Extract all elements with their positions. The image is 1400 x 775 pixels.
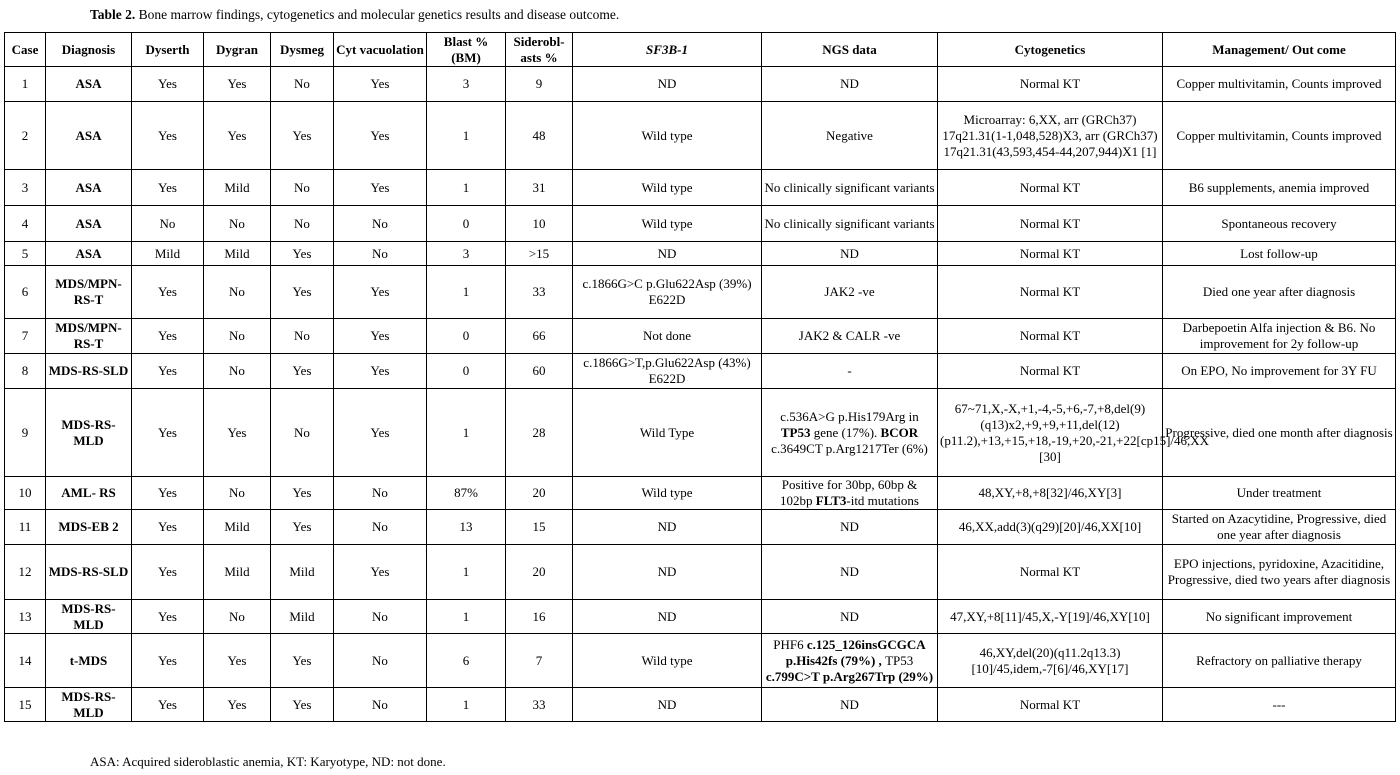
cell-case: 8 (5, 354, 46, 389)
cell-sideroblasts: 7 (506, 634, 573, 688)
cell-cytogenetics: Normal KT (938, 266, 1163, 319)
cell-dygran: No (204, 319, 271, 354)
cell-cyt: No (334, 242, 427, 266)
cell-dyserth: Yes (132, 102, 204, 170)
table-row (5, 545, 1396, 600)
cell-sideroblasts: 15 (506, 510, 573, 545)
cell-dyserth: Yes (132, 354, 204, 389)
cell-sideroblasts: 16 (506, 600, 573, 634)
cell-dysmeg: No (271, 67, 334, 102)
cell-blast: 1 (427, 170, 506, 206)
cell-cytogenetics: Normal KT (938, 319, 1163, 354)
cell-cyt: Yes (334, 389, 427, 477)
cell-cytogenetics: 46,XX,add(3)(q29)[20]/46,XX[10] (938, 510, 1163, 545)
cell-sideroblasts: >15 (506, 242, 573, 266)
cell-case: 14 (5, 634, 46, 688)
table-row (5, 354, 1396, 389)
cell-cyt: No (334, 206, 427, 242)
cell-cytogenetics: Normal KT (938, 354, 1163, 389)
ngs-part: c.536A>G p.His179Arg in (780, 408, 919, 424)
cell-dysmeg: Yes (271, 477, 334, 510)
cell-case: 7 (5, 319, 46, 354)
cell-case: 12 (5, 545, 46, 600)
cell-sideroblasts: 9 (506, 67, 573, 102)
cell-management: Spontaneous recovery (1163, 206, 1396, 242)
header-case: Case (5, 33, 46, 67)
cell-management: Refractory on palliative therapy (1163, 634, 1396, 688)
table-row (5, 634, 1396, 688)
table-row (5, 242, 1396, 266)
table-row (5, 102, 1396, 170)
cell-sf3b1: ND (573, 688, 762, 722)
cell-cyt: No (334, 510, 427, 545)
cell-dyserth: Yes (132, 477, 204, 510)
cell-dysmeg: No (271, 206, 334, 242)
cell-case: 3 (5, 170, 46, 206)
cell-blast: 3 (427, 242, 506, 266)
cell-ngs: JAK2 -ve (762, 266, 938, 319)
table-footnote: ASA: Acquired sideroblastic anemia, KT: Karyotype, ND: not done. (90, 754, 446, 769)
cell-management: EPO injections, pyridoxine, Azacitidine, Progressive, died two years after diagnosis (1163, 545, 1396, 600)
ngs-part: c.3649CT p.Arg1217Ter (6%) (771, 440, 928, 456)
ngs-part: c.125_126insGCGCA p.His42fs (79%) , (785, 636, 926, 668)
cell-sf3b1: Wild type (573, 634, 762, 688)
cell-sideroblasts: 66 (506, 319, 573, 354)
cell-dysmeg: Yes (271, 634, 334, 688)
cell-ngs: No clinically significant variants (762, 206, 938, 242)
ngs-part: PHF6 (773, 636, 804, 652)
cell-dyserth: Yes (132, 170, 204, 206)
cell-dygran: Yes (204, 688, 271, 722)
cell-dyserth: Yes (132, 67, 204, 102)
cell-ngs: JAK2 & CALR -ve (762, 319, 938, 354)
header-cyt-vacuolation: Cyt vacuolation (334, 33, 427, 67)
cell-diagnosis: ASA (46, 242, 132, 266)
cell-case: 11 (5, 510, 46, 545)
cell-blast: 1 (427, 266, 506, 319)
header-blast: Blast % (BM) (427, 33, 506, 67)
ngs-part: Positive for 30bp, 60bp & 102bp (780, 477, 918, 508)
ngs-part: c.799C>T p.Arg267Trp (29%) (765, 668, 934, 684)
cell-sf3b1: Wild type (573, 477, 762, 510)
cell-dysmeg: No (271, 170, 334, 206)
cell-diagnosis: MDS-RS-SLD (46, 354, 132, 389)
header-dyserth: Dyserth (132, 33, 204, 67)
cell-ngs: ND (762, 688, 938, 722)
cell-management: Started on Azacytidine, Progressive, died one year after diagnosis (1163, 510, 1396, 545)
table-row (5, 688, 1396, 722)
cell-cyt: No (334, 688, 427, 722)
cell-dyserth: Mild (132, 242, 204, 266)
cell-cytogenetics: Normal KT (938, 206, 1163, 242)
cell-case: 1 (5, 67, 46, 102)
cell-cyt: Yes (334, 67, 427, 102)
header-sf3b1: SF3B-1 (573, 33, 762, 67)
cell-blast: 1 (427, 102, 506, 170)
cell-cyt: Yes (334, 102, 427, 170)
cell-management: Copper multivitamin, Counts improved (1163, 67, 1396, 102)
cell-dysmeg: Mild (271, 545, 334, 600)
cell-sideroblasts: 10 (506, 206, 573, 242)
cell-ngs: ND (762, 600, 938, 634)
cell-dysmeg: Yes (271, 242, 334, 266)
cell-dyserth: Yes (132, 510, 204, 545)
cell-sf3b1: Wild Type (573, 389, 762, 477)
cell-sf3b1: c.1866G>C p.Glu622Asp (39%) E622D (573, 266, 762, 319)
cell-ngs: No clinically significant variants (762, 170, 938, 206)
cell-dysmeg: Mild (271, 600, 334, 634)
results-table (4, 32, 1396, 722)
cell-dygran: No (204, 266, 271, 319)
cell-diagnosis: MDS-RS-MLD (46, 688, 132, 722)
cell-cytogenetics: 47,XY,+8[11]/45,X,-Y[19]/46,XY[10] (938, 600, 1163, 634)
cell-dysmeg: Yes (271, 688, 334, 722)
cell-diagnosis: MDS/MPN-RS-T (46, 266, 132, 319)
cell-blast: 1 (427, 688, 506, 722)
cell-cyt: No (334, 600, 427, 634)
table-caption (90, 7, 619, 23)
cell-cytogenetics: 46,XY,del(20)(q11.2q13.3)[10]/45,idem,-7[6]/46,XY[17] (938, 634, 1163, 688)
cell-sf3b1: ND (573, 545, 762, 600)
cell-diagnosis: MDS/MPN-RS-T (46, 319, 132, 354)
cell-cyt: Yes (334, 170, 427, 206)
cell-dygran: No (204, 206, 271, 242)
cell-cytogenetics: 67~71,X,-X,+1,-4,-5,+6,-7,+8,del(9)(q13)x2,+9,+9,+11,del(12)(p11.2),+13,+15,+18,-19,+20,-21,+22[cp15]/46,XX [30] (938, 389, 1163, 477)
cell-cyt: No (334, 477, 427, 510)
cell-dyserth: Yes (132, 266, 204, 319)
cell-diagnosis: AML- RS (46, 477, 132, 510)
table-row (5, 510, 1396, 545)
cell-dygran: Yes (204, 634, 271, 688)
cell-dyserth: Yes (132, 634, 204, 688)
cell-blast: 13 (427, 510, 506, 545)
cell-dysmeg: No (271, 319, 334, 354)
cell-dyserth: Yes (132, 319, 204, 354)
cell-dyserth: Yes (132, 600, 204, 634)
cell-case: 2 (5, 102, 46, 170)
cell-diagnosis: t-MDS (46, 634, 132, 688)
cell-sideroblasts: 20 (506, 545, 573, 600)
cell-case: 10 (5, 477, 46, 510)
cell-ngs: ND (762, 242, 938, 266)
cell-management: Copper multivitamin, Counts improved (1163, 102, 1396, 170)
ngs-part: BCOR (880, 424, 919, 440)
cell-dyserth: No (132, 206, 204, 242)
cell-dygran: Yes (204, 102, 271, 170)
cell-blast: 1 (427, 600, 506, 634)
cell-cytogenetics: 48,XY,+8,+8[32]/46,XY[3] (938, 477, 1163, 510)
cell-management: B6 supplements, anemia improved (1163, 170, 1396, 206)
cell-dygran: Mild (204, 510, 271, 545)
cell-sideroblasts: 48 (506, 102, 573, 170)
header-sideroblasts: Siderobl-asts % (506, 33, 573, 67)
cell-case: 9 (5, 389, 46, 477)
cell-diagnosis: MDS-RS-SLD (46, 545, 132, 600)
cell-cyt: Yes (334, 354, 427, 389)
cell-ngs (762, 389, 938, 477)
cell-cytogenetics: Normal KT (938, 242, 1163, 266)
cell-case: 5 (5, 242, 46, 266)
cell-cytogenetics: Normal KT (938, 67, 1163, 102)
table-row (5, 319, 1396, 354)
cell-ngs: - (762, 354, 938, 389)
cell-case: 15 (5, 688, 46, 722)
header-cytogenetics: Cytogenetics (938, 33, 1163, 67)
header-ngs: NGS data (762, 33, 938, 67)
cell-dygran: Mild (204, 545, 271, 600)
cell-blast: 0 (427, 206, 506, 242)
cell-ngs: ND (762, 545, 938, 600)
cell-ngs: ND (762, 510, 938, 545)
header-dygran: Dygran (204, 33, 271, 67)
cell-dysmeg: Yes (271, 266, 334, 319)
cell-dygran: Mild (204, 170, 271, 206)
cell-diagnosis: MDS-RS-MLD (46, 600, 132, 634)
cell-sideroblasts: 33 (506, 688, 573, 722)
cell-management: No significant improvement (1163, 600, 1396, 634)
cell-dygran: No (204, 600, 271, 634)
ngs-part: -itd mutations (846, 493, 919, 508)
cell-ngs: Negative (762, 102, 938, 170)
cell-management: Lost follow-up (1163, 242, 1396, 266)
cell-diagnosis: ASA (46, 206, 132, 242)
cell-sideroblasts: 33 (506, 266, 573, 319)
table-caption-label: Table 2. (90, 7, 136, 22)
cell-cytogenetics: Normal KT (938, 170, 1163, 206)
cell-dygran: Yes (204, 389, 271, 477)
cell-cyt: Yes (334, 266, 427, 319)
cell-sf3b1: Wild type (573, 170, 762, 206)
cell-sf3b1: Wild type (573, 102, 762, 170)
cell-cytogenetics: Normal KT (938, 545, 1163, 600)
cell-sf3b1: ND (573, 242, 762, 266)
table-row (5, 266, 1396, 319)
header-row (5, 33, 1396, 67)
table-row (5, 477, 1396, 510)
cell-dysmeg: Yes (271, 510, 334, 545)
cell-diagnosis: ASA (46, 67, 132, 102)
cell-blast: 0 (427, 354, 506, 389)
cell-blast: 87% (427, 477, 506, 510)
table-row (5, 67, 1396, 102)
header-management: Management/ Out come (1163, 33, 1396, 67)
cell-dygran: Mild (204, 242, 271, 266)
cell-management: Darbepoetin Alfa injection & B6. No improvement for 2y follow-up (1163, 319, 1396, 354)
table-row (5, 600, 1396, 634)
cell-cyt: Yes (334, 545, 427, 600)
cell-management: Under treatment (1163, 477, 1396, 510)
table-body (5, 67, 1396, 722)
cell-diagnosis: ASA (46, 102, 132, 170)
cell-dyserth: Yes (132, 389, 204, 477)
table-row (5, 206, 1396, 242)
cell-dygran: Yes (204, 67, 271, 102)
cell-blast: 6 (427, 634, 506, 688)
cell-sideroblasts: 60 (506, 354, 573, 389)
cell-dygran: No (204, 354, 271, 389)
cell-dyserth: Yes (132, 688, 204, 722)
ngs-part: TP53 (885, 652, 914, 668)
cell-cytogenetics: Normal KT (938, 688, 1163, 722)
cell-dysmeg: Yes (271, 354, 334, 389)
cell-diagnosis: ASA (46, 170, 132, 206)
cell-case: 4 (5, 206, 46, 242)
header-dysmeg: Dysmeg (271, 33, 334, 67)
cell-sf3b1: ND (573, 600, 762, 634)
cell-case: 13 (5, 600, 46, 634)
cell-sf3b1: c.1866G>T,p.Glu622Asp (43%) E622D (573, 354, 762, 389)
cell-cytogenetics: Microarray: 6,XX, arr (GRCh37) 17q21.31(1-1,048,528)X3, arr (GRCh37) 17q21.31(43,593,454-44,207,944)X1 [1] (938, 102, 1163, 170)
cell-sideroblasts: 28 (506, 389, 573, 477)
ngs-part: TP53 (780, 424, 811, 440)
cell-management: On EPO, No improvement for 3Y FU (1163, 354, 1396, 389)
header-diagnosis: Diagnosis (46, 33, 132, 67)
cell-sf3b1: ND (573, 510, 762, 545)
ngs-part: gene (17%). (810, 424, 881, 440)
cell-management: --- (1163, 688, 1396, 722)
ngs-part: FLT3 (815, 493, 847, 508)
cell-sideroblasts: 31 (506, 170, 573, 206)
cell-diagnosis: MDS-RS-MLD (46, 389, 132, 477)
cell-sf3b1: Wild type (573, 206, 762, 242)
cell-blast: 3 (427, 67, 506, 102)
table-caption-text: Bone marrow findings, cytogenetics and molecular genetics results and disease outcome. (135, 7, 620, 22)
cell-diagnosis: MDS-EB 2 (46, 510, 132, 545)
cell-sideroblasts: 20 (506, 477, 573, 510)
cell-blast: 1 (427, 545, 506, 600)
cell-blast: 0 (427, 319, 506, 354)
cell-management: Progressive, died one month after diagnosis (1163, 389, 1396, 477)
cell-sf3b1: ND (573, 67, 762, 102)
cell-cyt: No (334, 634, 427, 688)
cell-case: 6 (5, 266, 46, 319)
table-row (5, 170, 1396, 206)
cell-ngs (762, 634, 938, 688)
cell-ngs (762, 477, 938, 510)
cell-management: Died one year after diagnosis (1163, 266, 1396, 319)
cell-cyt: Yes (334, 319, 427, 354)
cell-dysmeg: No (271, 389, 334, 477)
cell-sf3b1: Not done (573, 319, 762, 354)
table-row (5, 389, 1396, 477)
cell-dygran: No (204, 477, 271, 510)
cell-dyserth: Yes (132, 545, 204, 600)
cell-blast: 1 (427, 389, 506, 477)
cell-dysmeg: Yes (271, 102, 334, 170)
cell-ngs: ND (762, 67, 938, 102)
